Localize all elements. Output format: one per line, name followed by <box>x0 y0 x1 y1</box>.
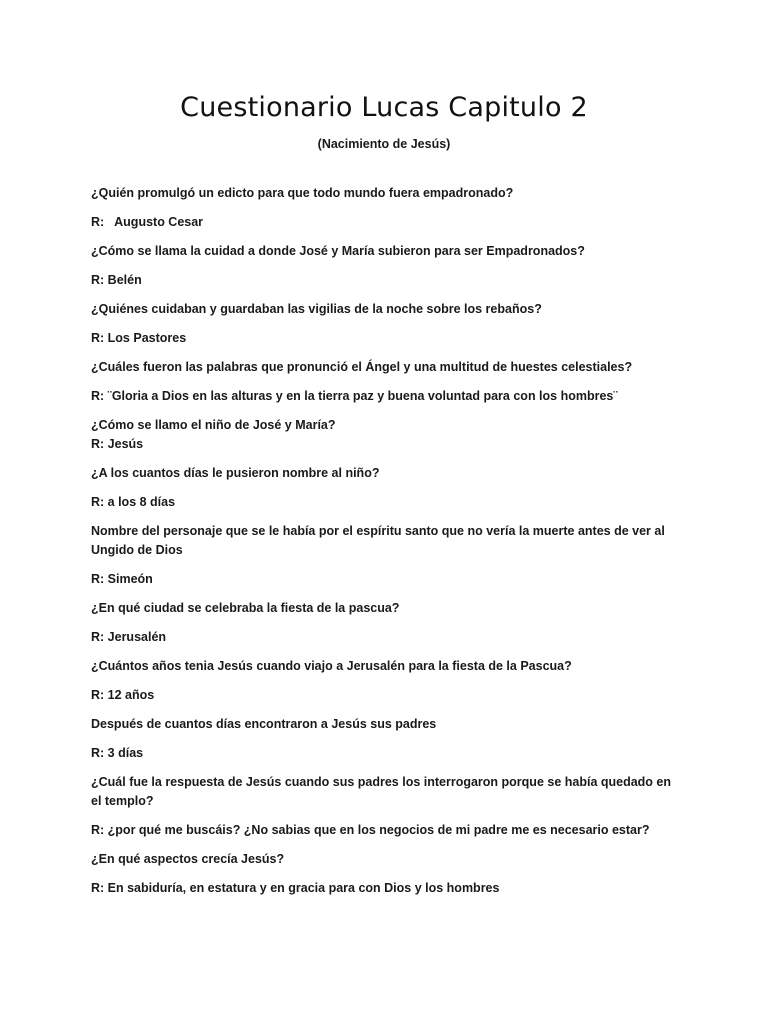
document-title: Cuestionario Lucas Capitulo 2 <box>180 92 588 123</box>
answer-7: R: Simeón <box>91 572 153 586</box>
question-8: ¿En qué ciudad se celebraba la fiesta de la pascua? <box>91 601 400 615</box>
answer-12: R: En sabiduría, en estatura y en gracia para con Dios y los hombres <box>91 881 500 895</box>
answer-10: R: 3 días <box>91 746 144 760</box>
question-12: ¿En qué aspectos crecía Jesús? <box>91 852 285 866</box>
question-4: ¿Cuáles fueron las palabras que pronunció el Ángel y una multitud de huestes celestiales? <box>91 360 633 374</box>
answer-8: R: Jerusalén <box>91 630 167 644</box>
answer-11: R: ¿por qué me buscáis? ¿No sabias que en los negocios de mi padre me es necesario estar? <box>91 823 650 837</box>
answer-3: R: Los Pastores <box>91 331 187 345</box>
question-6: ¿A los cuantos días le pusieron nombre al niño? <box>91 466 380 480</box>
answer-2: R: Belén <box>91 273 142 287</box>
question-10: Después de cuantos días encontraron a Jesús sus padres <box>91 717 437 731</box>
answer-5: R: Jesús <box>91 437 144 451</box>
question-1: ¿Quién promulgó un edicto para que todo mundo fuera empadronado? <box>91 186 514 200</box>
question-2: ¿Cómo se llama la cuidad a donde José y María subieron para ser Empadronados? <box>91 244 585 258</box>
answer-1: R: Augusto Cesar <box>91 215 204 229</box>
question-3: ¿Quiénes cuidaban y guardaban las vigilias de la noche sobre los rebaños? <box>91 302 542 316</box>
question-9: ¿Cuántos años tenia Jesús cuando viajo a Jerusalén para la fiesta de la Pascua? <box>91 659 572 673</box>
question-5: ¿Cómo se llamo el niño de José y María? <box>91 418 336 432</box>
question-7: Nombre del personaje que se le había por el espíritu santo que no vería la muerte antes de ver al Ungido de Dios <box>91 524 669 557</box>
question-11: ¿Cuál fue la respuesta de Jesús cuando sus padres los interrogaron porque se había quedado en el templo? <box>91 775 675 808</box>
answer-6: R: a los 8 días <box>91 495 176 509</box>
answer-9: R: 12 años <box>91 688 155 702</box>
answer-4: R: ¨Gloria a Dios en las alturas y en la tierra paz y buena voluntad para con los hombres¨ <box>91 389 618 403</box>
document-subtitle: (Nacimiento de Jesús) <box>317 137 451 151</box>
